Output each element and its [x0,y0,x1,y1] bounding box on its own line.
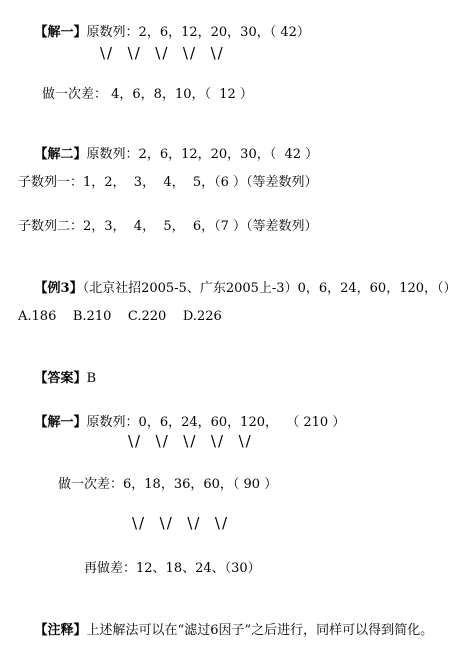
difference-marks-1: \/ \/ \/ \/ \/ [100,44,225,62]
second-difference: 再做差：12、18、24、（30） [84,561,261,576]
difference-marks-3: \/ \/ \/ \/ [132,514,230,532]
line-text: （北京社招2005-5、广东2005上-3）0，6，24，60，120，（） [82,281,457,296]
section-label: 【解一】 [34,25,87,40]
line-text: B [86,371,97,386]
subsequence-two: 子数列二：2，3， 4， 5， 6，（7 ）（等差数列） [18,219,318,234]
first-difference-2: 做一次差：6，18，36，60，（ 90 ） [58,477,278,492]
line-text: 原数列：0，6，24，60，120， （ 210 ） [86,415,346,430]
section-label: 【例3】 [34,281,83,296]
first-difference-1: 做一次差： 4，6，8，10，（ 12 ） [42,87,253,102]
section-label: 【答案】 [34,371,87,386]
line-text: 上述解法可以在“滤过6因子”之后进行，同样可以得到简化。 [86,623,434,638]
answer-options: A.186 B.210 C.220 D.226 [18,309,222,324]
annotation-note [18,604,433,658]
line-text: 原数列：2，6，12，20，30，（ 42） [86,25,310,40]
subsequence-one: 子数列一：1，2， 3， 4， 5，（6 ）（等差数列） [18,175,318,190]
section-label: 【注释】 [34,623,87,638]
section-label: 【解二】 [34,147,87,162]
line-text: 原数列：2，6，12，20，30，（ 42 ） [86,147,319,162]
difference-marks-2: \/ \/ \/ \/ \/ [128,432,253,450]
section-label: 【解一】 [34,415,87,430]
